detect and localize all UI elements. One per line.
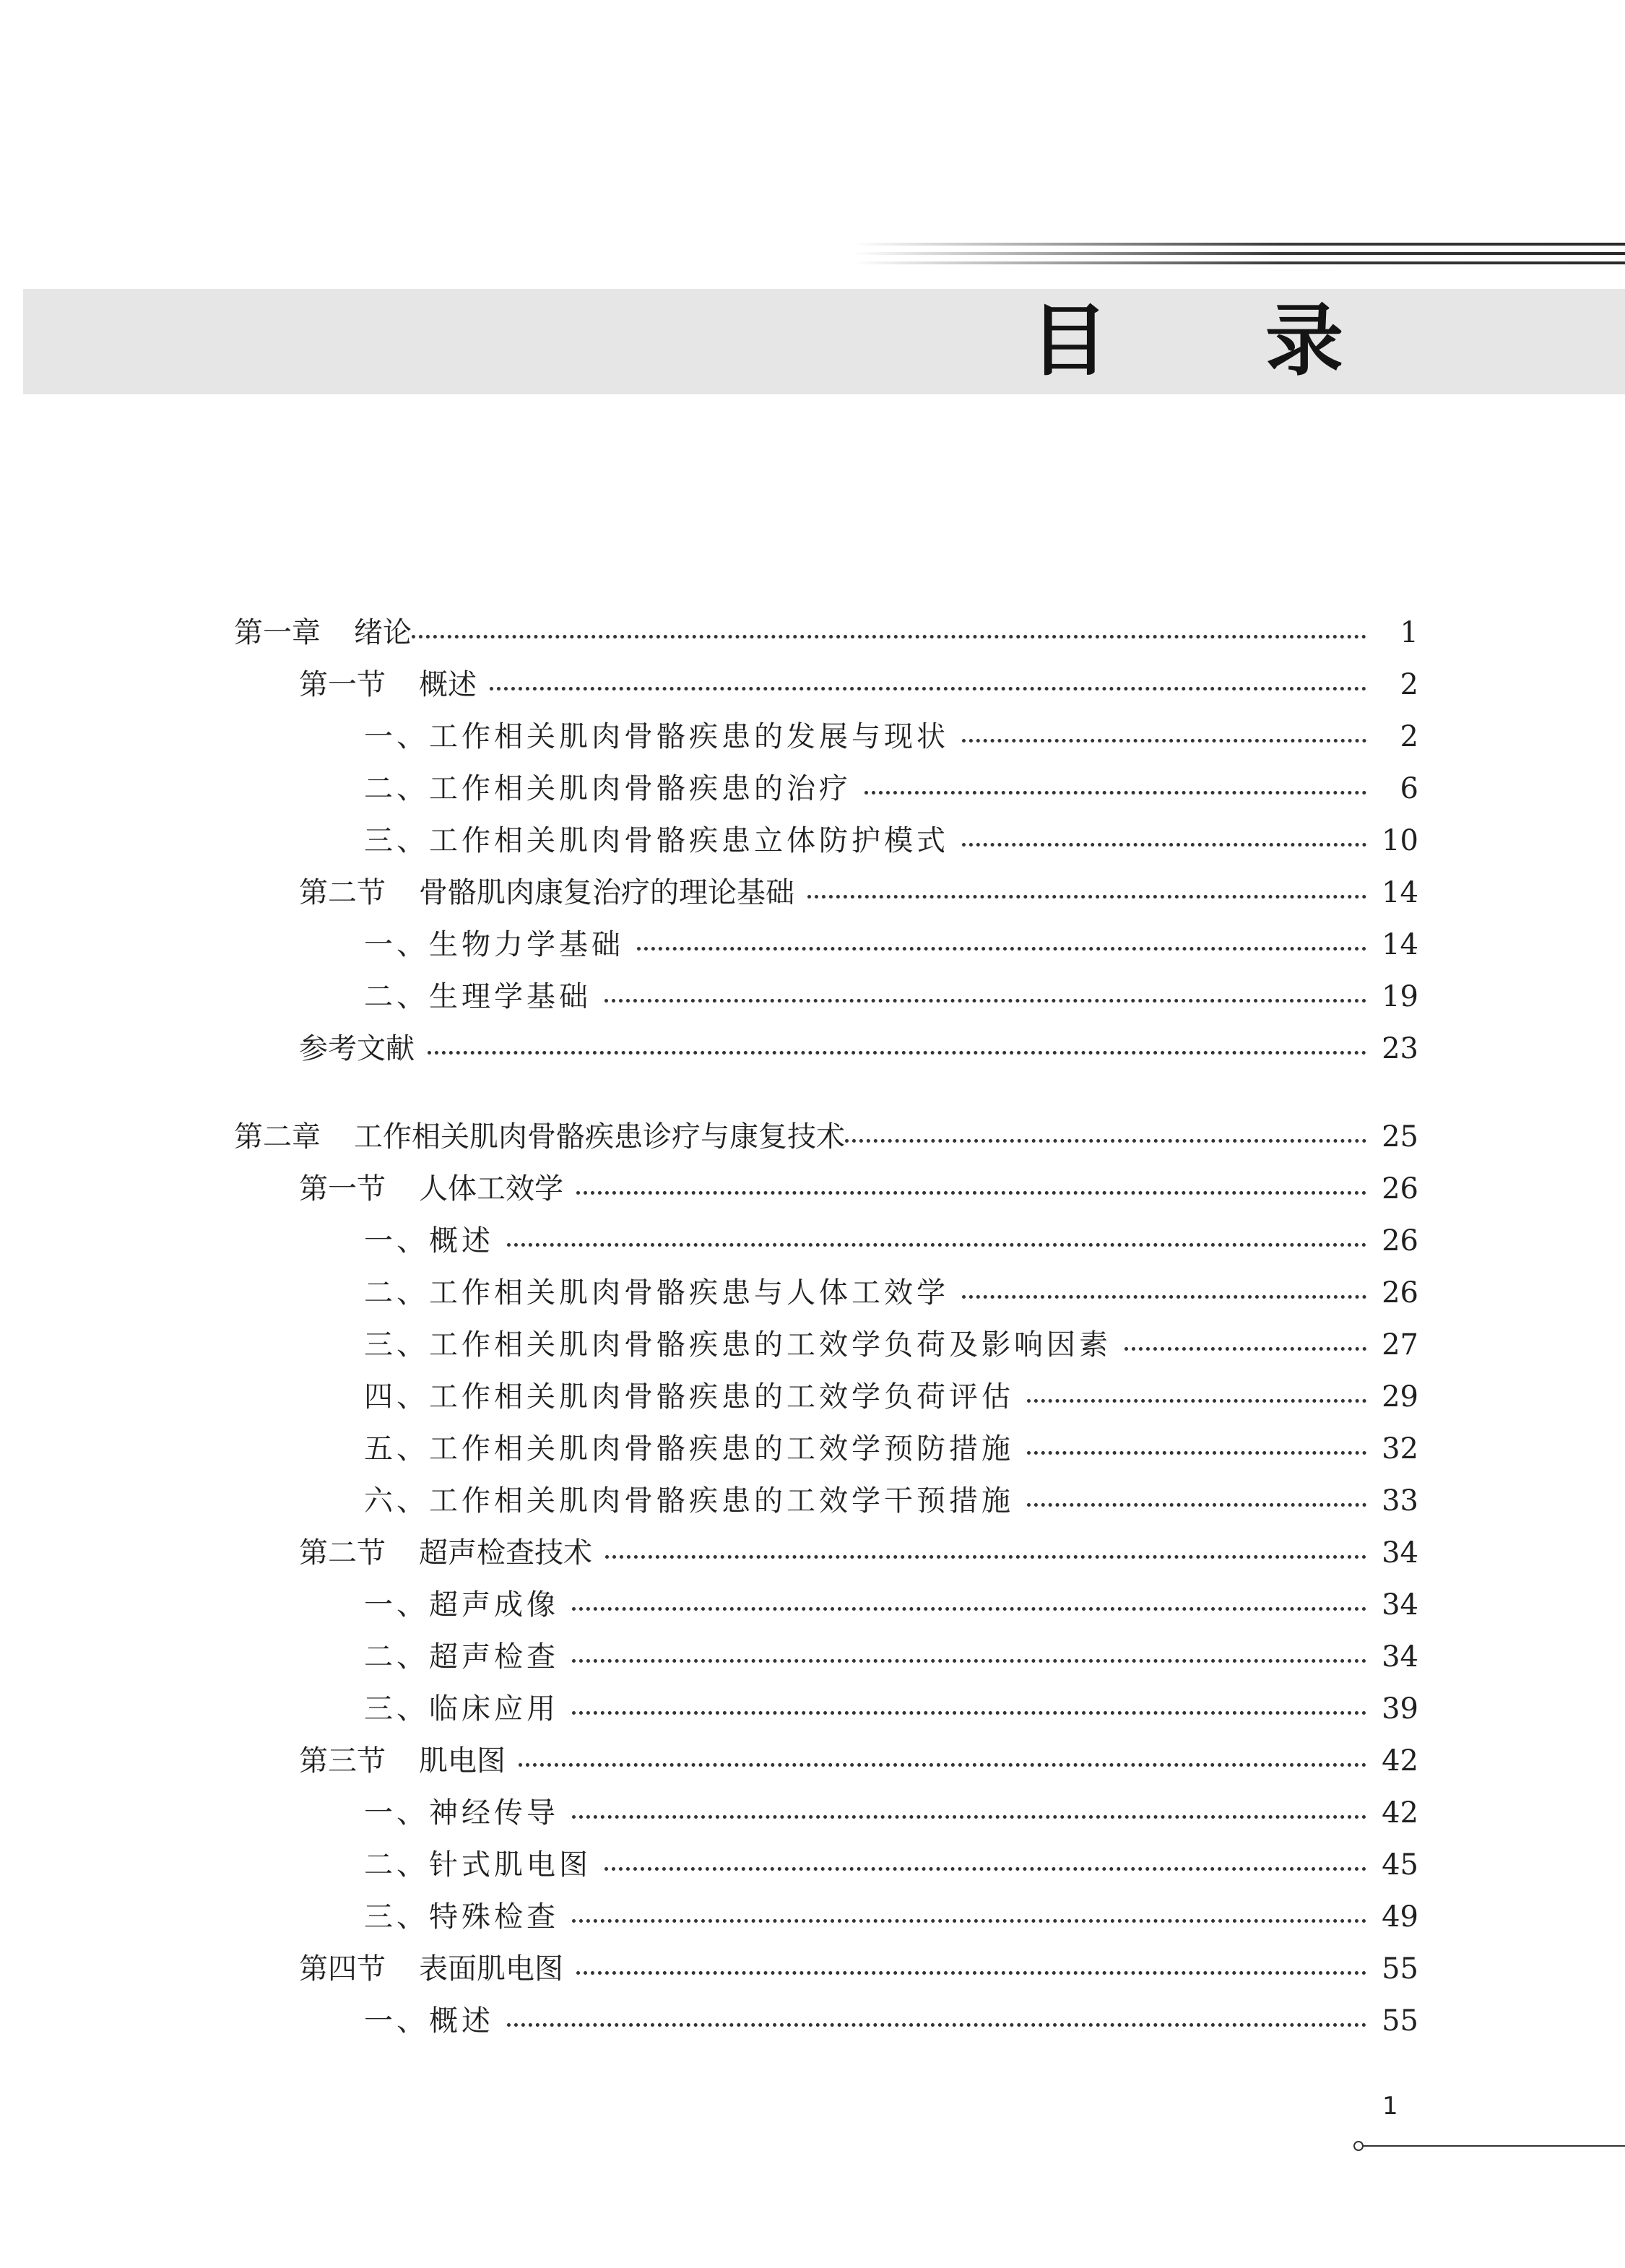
toc-entry-label bbox=[364, 769, 864, 809]
title-band bbox=[23, 289, 1625, 394]
table-of-contents bbox=[234, 601, 1418, 2041]
dot-leader bbox=[572, 1793, 1366, 1833]
toc-entry-title: 工作相关肌肉骨骼疾患的发展与现状 bbox=[429, 720, 949, 753]
footer-dot-ornament bbox=[1353, 2141, 1364, 2151]
toc-entry-number: 三、 bbox=[364, 1692, 429, 1726]
toc-chapter-row[interactable] bbox=[234, 601, 1418, 653]
dot-leader bbox=[412, 613, 1366, 653]
dot-leader bbox=[572, 1585, 1366, 1625]
toc-entry-label bbox=[364, 1429, 1027, 1469]
chapter-gap bbox=[234, 1069, 1418, 1105]
toc-entry-label bbox=[299, 1741, 519, 1781]
toc-entry-number: 二、 bbox=[364, 1276, 429, 1310]
toc-entry-title: 神经传导 bbox=[429, 1796, 559, 1830]
dot-leader bbox=[572, 1637, 1366, 1677]
toc-entry-title: 特殊检查 bbox=[429, 1900, 559, 1934]
dot-leader bbox=[576, 1949, 1366, 1989]
toc-section-row[interactable] bbox=[234, 1017, 1418, 1069]
toc-page-number: 6 bbox=[1400, 772, 1418, 805]
toc-entry-number: 第四节 bbox=[299, 1952, 386, 1986]
toc-entry-label bbox=[364, 2001, 507, 2041]
dot-leader bbox=[604, 977, 1366, 1017]
toc-entry-label bbox=[364, 925, 637, 965]
toc-entry-label bbox=[234, 1117, 845, 1157]
toc-page-number: 23 bbox=[1382, 1032, 1418, 1065]
toc-entry-number: 第一章 bbox=[234, 616, 321, 649]
toc-item-row[interactable] bbox=[234, 965, 1418, 1017]
toc-entry-number: 三、 bbox=[364, 824, 429, 857]
toc-page-number: 42 bbox=[1382, 1796, 1418, 1830]
toc-entry-title: 生物力学基础 bbox=[429, 928, 624, 961]
dot-leader bbox=[576, 1169, 1366, 1209]
toc-entry-title: 工作相关肌肉骨骼疾患的工效学预防措施 bbox=[429, 1432, 1014, 1466]
toc-entry-title: 工作相关肌肉骨骼疾患的工效学负荷及影响因素 bbox=[429, 1328, 1112, 1362]
dot-leader bbox=[507, 1221, 1366, 1261]
toc-item-row[interactable] bbox=[234, 705, 1418, 757]
toc-page-number: 14 bbox=[1382, 928, 1418, 961]
toc-entry-title: 肌电图 bbox=[419, 1744, 506, 1778]
toc-entry-label bbox=[299, 1169, 576, 1209]
toc-entry-number: 第二节 bbox=[299, 1536, 386, 1570]
toc-entry-title: 工作相关肌肉骨骼疾患诊疗与康复技术 bbox=[354, 1120, 845, 1154]
toc-entry-number: 第二节 bbox=[299, 876, 386, 909]
toc-entry-title: 骨骼肌肉康复治疗的理论基础 bbox=[419, 876, 794, 909]
toc-entry-label bbox=[364, 1689, 572, 1729]
toc-entry-label bbox=[364, 1481, 1027, 1521]
toc-entry-title: 超声检查 bbox=[429, 1640, 559, 1674]
toc-page-number: 19 bbox=[1382, 980, 1418, 1013]
toc-entry-title: 概述 bbox=[429, 2004, 494, 2038]
toc-page-number: 25 bbox=[1382, 1120, 1418, 1154]
toc-entry-title: 工作相关肌肉骨骼疾患与人体工效学 bbox=[429, 1276, 949, 1310]
toc-entry-number: 第一节 bbox=[299, 668, 386, 701]
dot-leader bbox=[428, 1029, 1366, 1069]
toc-entry-number: 二、 bbox=[364, 980, 429, 1013]
toc-page-number: 1 bbox=[1400, 616, 1418, 649]
dot-leader bbox=[845, 1117, 1366, 1157]
page-title: 目 录 bbox=[1030, 296, 1408, 386]
dot-leader bbox=[490, 665, 1366, 705]
decorative-header-lines bbox=[852, 243, 1625, 286]
toc-chapter-row[interactable] bbox=[234, 1105, 1418, 1157]
toc-page-number: 14 bbox=[1382, 876, 1418, 909]
toc-item-row[interactable] bbox=[234, 1417, 1418, 1469]
dot-leader bbox=[1027, 1377, 1366, 1417]
toc-entry-number: 一、 bbox=[364, 1224, 429, 1258]
toc-entry-label bbox=[364, 1377, 1027, 1417]
toc-entry-number: 三、 bbox=[364, 1328, 429, 1362]
toc-item-row[interactable] bbox=[234, 1677, 1418, 1729]
toc-item-row[interactable] bbox=[234, 1989, 1418, 2041]
toc-entry-label bbox=[299, 1029, 428, 1069]
toc-item-row[interactable] bbox=[234, 1209, 1418, 1261]
toc-entry-label bbox=[364, 1221, 507, 1261]
dot-leader bbox=[605, 1533, 1366, 1573]
toc-section-row[interactable] bbox=[234, 1729, 1418, 1781]
dot-leader bbox=[637, 925, 1366, 965]
toc-entry-label bbox=[234, 613, 412, 653]
toc-entry-number: 第二章 bbox=[234, 1120, 321, 1154]
toc-entry-label bbox=[364, 1585, 572, 1625]
toc-entry-title: 表面肌电图 bbox=[419, 1952, 563, 1986]
toc-entry-title: 工作相关肌肉骨骼疾患的治疗 bbox=[429, 772, 852, 805]
toc-entry-title: 工作相关肌肉骨骼疾患立体防护模式 bbox=[429, 824, 949, 857]
toc-entry-title: 人体工效学 bbox=[419, 1172, 563, 1206]
page-number: 1 bbox=[1382, 2092, 1398, 2121]
toc-page-number: 55 bbox=[1382, 1952, 1418, 1986]
toc-page-number: 27 bbox=[1382, 1328, 1418, 1362]
toc-item-row[interactable] bbox=[234, 1781, 1418, 1833]
toc-entry-label bbox=[364, 1845, 604, 1885]
toc-page-number: 2 bbox=[1400, 668, 1418, 701]
toc-entry-number: 一、 bbox=[364, 1796, 429, 1830]
toc-item-row[interactable] bbox=[234, 809, 1418, 861]
dot-leader bbox=[507, 2001, 1366, 2041]
toc-entry-number: 六、 bbox=[364, 1484, 429, 1518]
toc-section-row[interactable] bbox=[234, 653, 1418, 705]
toc-section-row[interactable] bbox=[234, 1521, 1418, 1573]
toc-section-row[interactable] bbox=[234, 1937, 1418, 1989]
toc-item-row[interactable] bbox=[234, 913, 1418, 965]
toc-item-row[interactable] bbox=[234, 1625, 1418, 1677]
toc-page-number: 26 bbox=[1382, 1276, 1418, 1310]
dot-leader bbox=[864, 769, 1366, 809]
toc-entry-number: 一、 bbox=[364, 720, 429, 753]
dot-leader bbox=[962, 717, 1366, 757]
dot-leader bbox=[807, 873, 1366, 913]
toc-entry-label bbox=[364, 977, 604, 1017]
toc-entry-title: 生理学基础 bbox=[429, 980, 592, 1013]
toc-item-row[interactable] bbox=[234, 1313, 1418, 1365]
toc-entry-title: 临床应用 bbox=[429, 1692, 559, 1726]
toc-entry-number: 一、 bbox=[364, 2004, 429, 2038]
toc-entry-title: 超声检查技术 bbox=[419, 1536, 592, 1570]
dot-leader bbox=[572, 1689, 1366, 1729]
toc-entry-label bbox=[299, 1533, 605, 1573]
toc-entry-number: 一、 bbox=[364, 1588, 429, 1622]
dot-leader bbox=[1027, 1481, 1366, 1521]
toc-entry-label bbox=[364, 1897, 572, 1937]
toc-page-number: 34 bbox=[1382, 1536, 1418, 1570]
toc-page-number: 33 bbox=[1382, 1484, 1418, 1518]
toc-entry-number: 五、 bbox=[364, 1432, 429, 1466]
toc-entry-title: 工作相关肌肉骨骼疾患的工效学负荷评估 bbox=[429, 1380, 1014, 1414]
toc-entry-number: 四、 bbox=[364, 1380, 429, 1414]
toc-entry-label bbox=[299, 873, 807, 913]
toc-entry-number: 二、 bbox=[364, 1848, 429, 1882]
toc-entry-title: 工作相关肌肉骨骼疾患的工效学干预措施 bbox=[429, 1484, 1014, 1518]
toc-entry-label bbox=[364, 717, 962, 757]
toc-item-row[interactable] bbox=[234, 757, 1418, 809]
toc-entry-number: 二、 bbox=[364, 1640, 429, 1674]
toc-page-number: 26 bbox=[1382, 1172, 1418, 1206]
toc-page-number: 29 bbox=[1382, 1380, 1418, 1414]
dot-leader bbox=[962, 821, 1366, 861]
dot-leader bbox=[604, 1845, 1366, 1885]
toc-section-row[interactable] bbox=[234, 861, 1418, 913]
toc-entry-number: 第一节 bbox=[299, 1172, 386, 1206]
toc-entry-label bbox=[364, 1325, 1124, 1365]
dot-leader bbox=[572, 1897, 1366, 1937]
toc-entry-label bbox=[364, 1637, 572, 1677]
dot-leader bbox=[962, 1273, 1366, 1313]
toc-page-number: 55 bbox=[1382, 2004, 1418, 2038]
dot-leader bbox=[1027, 1429, 1366, 1469]
dot-leader bbox=[1124, 1325, 1366, 1365]
toc-entry-title: 针式肌电图 bbox=[429, 1848, 592, 1882]
footer-rule bbox=[1359, 2145, 1625, 2147]
toc-page-number: 39 bbox=[1382, 1692, 1418, 1726]
toc-item-row[interactable] bbox=[234, 1573, 1418, 1625]
toc-item-row[interactable] bbox=[234, 1885, 1418, 1937]
toc-page-number: 45 bbox=[1382, 1848, 1418, 1882]
toc-item-row[interactable] bbox=[234, 1469, 1418, 1521]
toc-entry-label bbox=[364, 1273, 962, 1313]
toc-section-row[interactable] bbox=[234, 1157, 1418, 1209]
toc-entry-label bbox=[364, 821, 962, 861]
toc-entry-label bbox=[364, 1793, 572, 1833]
toc-entry-title: 概述 bbox=[419, 668, 477, 701]
toc-item-row[interactable] bbox=[234, 1833, 1418, 1885]
toc-page-number: 32 bbox=[1382, 1432, 1418, 1466]
toc-entry-title: 概述 bbox=[429, 1224, 494, 1258]
toc-entry-number: 三、 bbox=[364, 1900, 429, 1934]
dot-leader bbox=[519, 1741, 1366, 1781]
toc-entry-number: 一、 bbox=[364, 928, 429, 961]
toc-entry-title: 参考文献 bbox=[299, 1032, 415, 1065]
toc-item-row[interactable] bbox=[234, 1365, 1418, 1417]
toc-entry-number: 第三节 bbox=[299, 1744, 386, 1778]
toc-page-number: 49 bbox=[1382, 1900, 1418, 1934]
toc-entry-title: 绪论 bbox=[354, 616, 412, 649]
toc-page-number: 34 bbox=[1382, 1640, 1418, 1674]
toc-page-number: 10 bbox=[1382, 824, 1418, 857]
toc-page-number: 26 bbox=[1382, 1224, 1418, 1258]
toc-entry-label bbox=[299, 665, 490, 705]
toc-page-number: 2 bbox=[1400, 720, 1418, 753]
toc-page-number: 34 bbox=[1382, 1588, 1418, 1622]
toc-item-row[interactable] bbox=[234, 1261, 1418, 1313]
toc-entry-label bbox=[299, 1949, 576, 1989]
toc-entry-title: 超声成像 bbox=[429, 1588, 559, 1622]
toc-page-number: 42 bbox=[1382, 1744, 1418, 1778]
toc-entry-number: 二、 bbox=[364, 772, 429, 805]
